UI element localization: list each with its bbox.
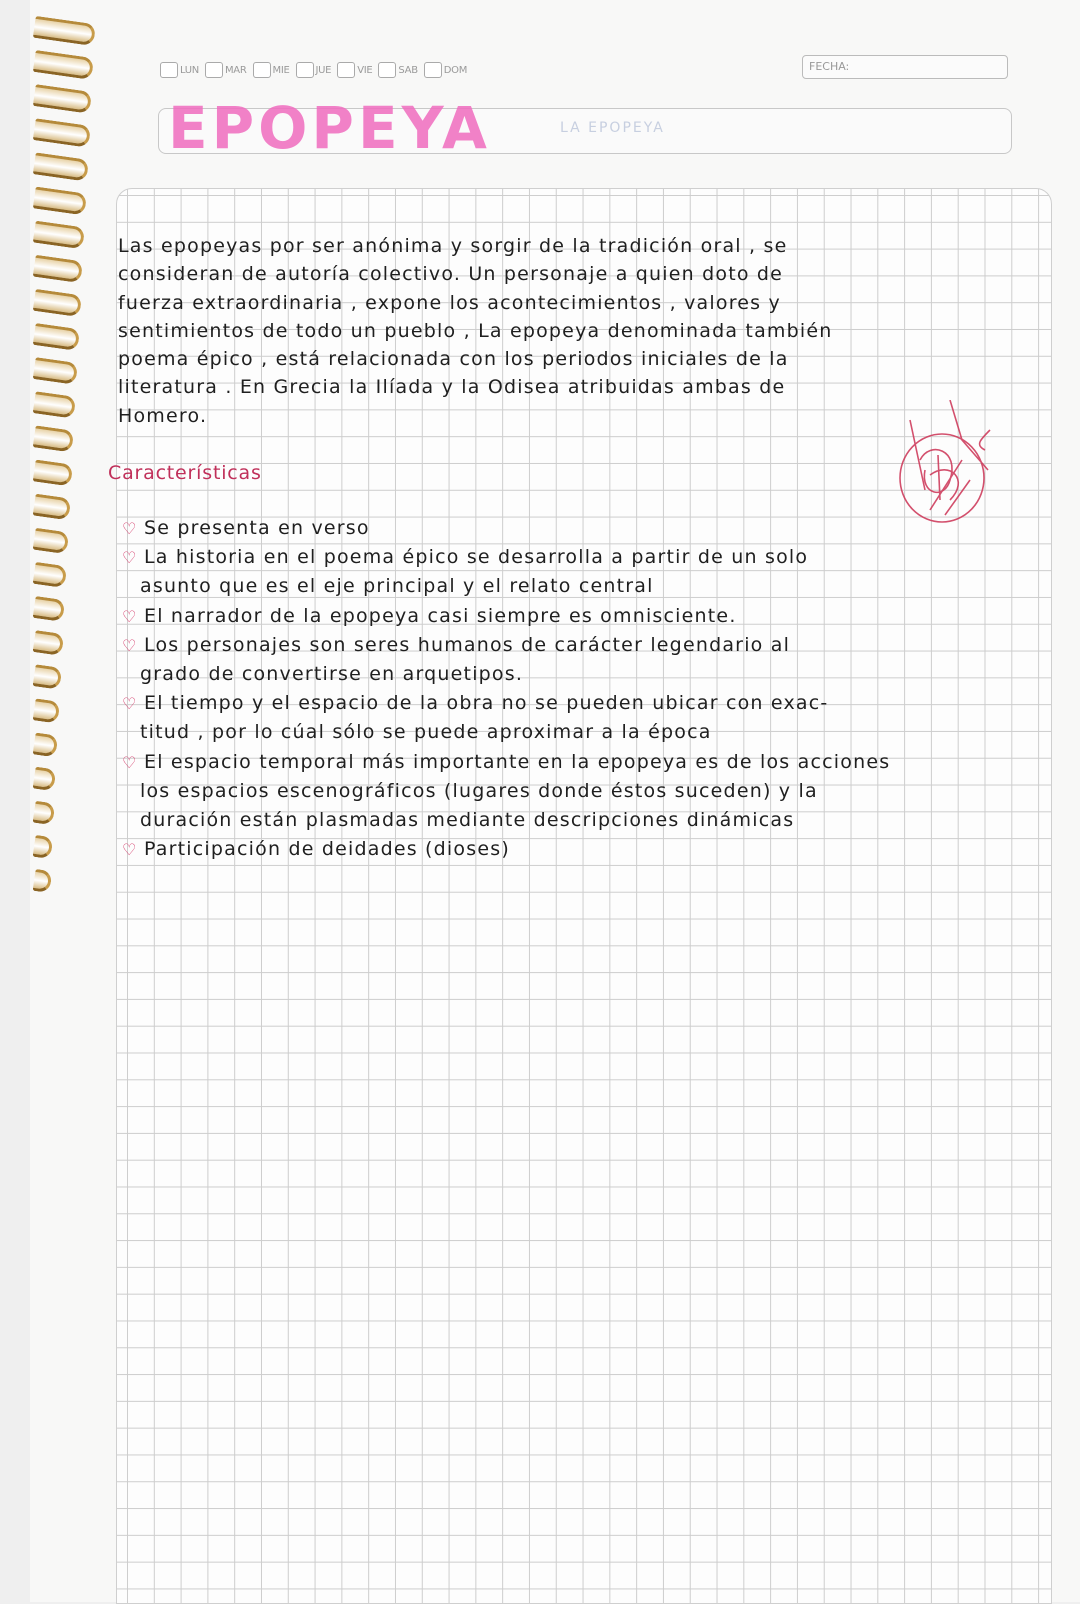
characteristics-list <box>122 514 890 864</box>
spiral-ring <box>33 835 54 859</box>
date-field[interactable] <box>802 55 1008 79</box>
spiral-ring <box>33 767 57 792</box>
intro-line: Las epopeyas por ser anónima y sorgir de la tradición oral , se <box>118 235 788 257</box>
spiral-ring <box>33 50 95 80</box>
spiral-ring <box>33 562 68 588</box>
day-checkbox[interactable]: MAR <box>205 62 247 78</box>
intro-line: sentimientos de todo un pueblo , La epopeya denominada también <box>118 319 833 342</box>
intro-line: Homero. <box>118 404 208 427</box>
spiral-ring <box>33 425 75 452</box>
spiral-ring <box>33 494 72 521</box>
spiral-ring <box>33 869 53 893</box>
checkbox-icon <box>378 62 396 78</box>
list-item-continuation: grado de convertirse en arquetipos. <box>140 662 524 685</box>
checkbox-icon <box>205 62 223 78</box>
spiral-ring <box>33 596 66 622</box>
heart-icon: ♡ <box>122 548 138 568</box>
list-item-continuation: los espacios escenográficos (lugares donde éstos suceden) y la <box>140 779 818 802</box>
spiral-ring <box>33 16 96 46</box>
spiral-ring <box>33 528 70 555</box>
spiral-ring <box>33 152 89 181</box>
intro-line: poema épico , está relacionada con los periodos iniciales de la <box>118 348 789 371</box>
list-item: ♡ El tiempo y el espacio de la obra no se pueden ubicar con exac- <box>122 689 890 718</box>
list-item: ♡ Se presenta en verso <box>122 514 890 543</box>
checkbox-icon <box>296 62 314 78</box>
spiral-ring <box>33 801 55 826</box>
list-item: ♡ Participación de deidades (dioses) <box>122 835 890 864</box>
weekday-checkboxes <box>160 62 467 78</box>
day-checkbox[interactable]: VIE <box>337 62 372 78</box>
intro-line: literatura . En Grecia la Ilíada y la Odisea atribuidas ambas de <box>118 376 786 399</box>
list-item-continuation: titud , por lo cúal sólo se puede aproximar a la época <box>140 721 712 744</box>
spiral-ring <box>33 289 82 317</box>
spiral-ring <box>33 664 63 690</box>
intro-line: consideran de autoría colectivo. Un personaje a quien doto de <box>118 263 784 286</box>
bleed-through-text: LA EPOPEYA <box>560 120 665 136</box>
day-checkbox[interactable]: MIE <box>253 62 290 78</box>
spiral-ring <box>33 84 93 114</box>
day-checkbox[interactable]: DOM <box>424 62 467 78</box>
date-label: FECHA: <box>809 60 850 73</box>
checkbox-icon <box>253 62 271 78</box>
heart-icon: ♡ <box>122 635 138 655</box>
spiral-binding <box>30 20 100 900</box>
spiral-ring <box>33 118 91 148</box>
spiral-ring <box>33 459 73 486</box>
characteristics-heading: Características <box>108 462 262 484</box>
teacher-signature-stamp <box>890 400 1000 524</box>
heart-icon: ♡ <box>122 840 138 860</box>
list-item-continuation: duración están plasmadas mediante descripciones dinámicas <box>140 808 795 831</box>
list-item: ♡ El narrador de la epopeya casi siempre es omnisciente. <box>122 602 890 631</box>
spiral-ring <box>33 391 77 419</box>
intro-paragraph <box>118 232 833 430</box>
list-item: ♡ El espacio temporal más importante en la epopeya es de los acciones <box>122 748 890 777</box>
intro-line: fuerza extraordinaria , expone los acontecimientos , valores y <box>118 291 781 314</box>
list-item-continuation: asunto que es el eje principal y el relato central <box>140 575 654 598</box>
page-title: EPOPEYA <box>168 94 491 162</box>
day-checkbox[interactable]: SAB <box>378 62 417 78</box>
day-checkbox[interactable]: JUE <box>296 62 332 78</box>
heart-icon: ♡ <box>122 519 138 538</box>
spiral-ring <box>33 732 59 757</box>
spiral-ring <box>33 221 86 250</box>
list-item: ♡ La historia en el poema épico se desarrolla a partir de un solo <box>122 543 890 572</box>
heart-icon: ♡ <box>122 752 138 772</box>
checkbox-icon <box>160 62 178 78</box>
checkbox-icon <box>424 62 442 78</box>
heart-icon: ♡ <box>122 606 138 626</box>
spiral-ring <box>33 698 61 723</box>
spiral-ring <box>33 630 64 656</box>
list-item: ♡ Los personajes son seres humanos de carácter legendario al <box>122 631 890 660</box>
spiral-ring <box>33 186 88 215</box>
checkbox-icon <box>337 62 355 78</box>
spiral-ring <box>33 323 80 351</box>
spiral-ring <box>33 255 84 284</box>
heart-icon: ♡ <box>122 694 138 714</box>
spiral-ring <box>33 357 79 385</box>
day-checkbox[interactable]: LUN <box>160 62 199 78</box>
